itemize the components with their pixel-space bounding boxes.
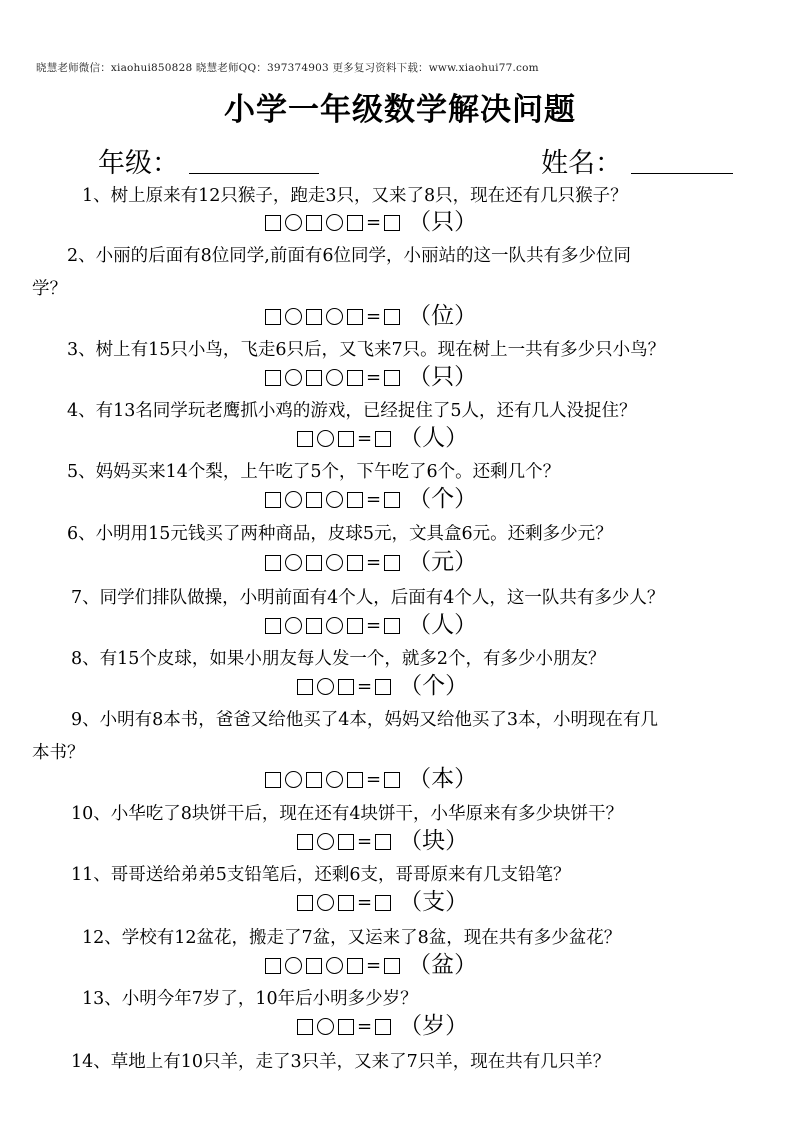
answer-unit-label: （个）: [408, 486, 478, 512]
answer-unit-label: （岁）: [399, 1013, 469, 1039]
question-1-answer: [263, 211, 477, 234]
answer-number-box-2[interactable]: [338, 679, 354, 695]
question-11-answer: [295, 891, 468, 914]
question-1-text: 1、树上原来有12只猴子，跑走3只，又来了8只，现在还有几只猴子？: [82, 186, 628, 206]
answer-operator-circle-2[interactable]: [326, 214, 343, 231]
equals-sign: =: [366, 488, 382, 510]
answer-number-box-3[interactable]: [347, 772, 363, 788]
answer-unit-label: （位）: [408, 303, 478, 329]
question-8-text: 8、有15个皮球，如果小朋友每人发一个，就多2个，有多少小朋友？: [71, 649, 606, 669]
answer-operator-circle-2[interactable]: [326, 308, 343, 325]
answer-operator-circle-1[interactable]: [317, 894, 334, 911]
answer-number-box-4[interactable]: [384, 618, 400, 634]
answer-number-box-4[interactable]: [384, 555, 400, 571]
answer-number-box-1[interactable]: [265, 618, 281, 634]
question-4-answer: [295, 427, 468, 450]
answer-number-box-1[interactable]: [297, 679, 313, 695]
equals-sign: =: [366, 768, 382, 790]
answer-number-box-4[interactable]: [384, 309, 400, 325]
answer-operator-circle-1[interactable]: [317, 833, 334, 850]
equals-sign: =: [366, 614, 382, 636]
answer-number-box-1[interactable]: [265, 309, 281, 325]
answer-number-box-3[interactable]: [347, 370, 363, 386]
grade-label: 年级：: [98, 148, 179, 179]
answer-number-box-3[interactable]: [375, 834, 391, 850]
answer-number-box-2[interactable]: [306, 215, 322, 231]
question-3-text: 3、树上有15只小鸟，飞走6只后，又飞来7只。现在树上一共有多少只小鸟？: [67, 340, 666, 360]
answer-operator-circle-1[interactable]: [317, 430, 334, 447]
question-2-text-cont: 学？: [32, 279, 67, 299]
question-4-text: 4、有13名同学玩老鹰抓小鸡的游戏，已经捉住了5人，还有几人没捉住？: [67, 401, 637, 421]
question-9-text: 9、小明有8本书，爸爸又给他买了4本，妈妈又给他买了3本，小明现在有几: [71, 710, 659, 730]
answer-number-box-3[interactable]: [347, 618, 363, 634]
answer-unit-label: （人）: [408, 612, 478, 638]
answer-unit-label: （个）: [399, 673, 469, 699]
equals-sign: =: [357, 830, 373, 852]
answer-number-box-2[interactable]: [306, 958, 322, 974]
answer-operator-circle-1[interactable]: [285, 554, 302, 571]
question-2-answer: [263, 305, 477, 328]
answer-number-box-2[interactable]: [338, 834, 354, 850]
answer-operator-circle-1[interactable]: [317, 1018, 334, 1035]
question-7-text: 7、同学们排队做操，小明前面有4个人，后面有4个人，这一队共有多少人？: [71, 588, 665, 608]
answer-number-box-1[interactable]: [265, 215, 281, 231]
equals-sign: =: [366, 211, 382, 233]
answer-number-box-1[interactable]: [297, 834, 313, 850]
question-7-answer: [263, 614, 477, 637]
grade-blank-line[interactable]: [189, 173, 319, 174]
question-14-text: 14、草地上有10只羊，走了3只羊，又来了7只羊，现在共有几只羊？: [71, 1052, 611, 1072]
answer-number-box-2[interactable]: [306, 370, 322, 386]
answer-number-box-2[interactable]: [306, 555, 322, 571]
answer-operator-circle-1[interactable]: [285, 491, 302, 508]
answer-number-box-3[interactable]: [347, 555, 363, 571]
question-12-answer: [263, 954, 477, 977]
answer-number-box-2[interactable]: [306, 492, 322, 508]
answer-number-box-2[interactable]: [306, 309, 322, 325]
answer-unit-label: （只）: [408, 209, 478, 235]
answer-unit-label: （人）: [399, 425, 469, 451]
answer-number-box-1[interactable]: [297, 431, 313, 447]
answer-operator-circle-1[interactable]: [285, 369, 302, 386]
answer-number-box-3[interactable]: [347, 958, 363, 974]
answer-number-box-4[interactable]: [384, 958, 400, 974]
answer-operator-circle-1[interactable]: [285, 308, 302, 325]
answer-unit-label: （块）: [399, 828, 469, 854]
answer-unit-label: （元）: [408, 549, 478, 575]
name-blank-line[interactable]: [631, 173, 733, 174]
equals-sign: =: [366, 954, 382, 976]
question-9-answer: [263, 768, 477, 791]
equals-sign: =: [357, 427, 373, 449]
question-12-text: 12、学校有12盆花，搬走了7盆，又运来了8盆，现在共有多少盆花？: [82, 928, 622, 948]
answer-number-box-2[interactable]: [338, 895, 354, 911]
answer-number-box-3[interactable]: [347, 492, 363, 508]
question-9-text-cont: 本书？: [32, 743, 85, 763]
answer-number-box-3[interactable]: [347, 309, 363, 325]
question-13-text: 13、小明今年7岁了，10年后小明多少岁？: [82, 989, 418, 1009]
answer-number-box-1[interactable]: [265, 370, 281, 386]
question-13-answer: [295, 1015, 468, 1038]
answer-number-box-2[interactable]: [306, 618, 322, 634]
answer-operator-circle-2[interactable]: [326, 491, 343, 508]
equals-sign: =: [366, 551, 382, 573]
question-3-answer: [263, 366, 477, 389]
answer-number-box-3[interactable]: [347, 215, 363, 231]
answer-number-box-1[interactable]: [297, 895, 313, 911]
question-6-text: 6、小明用15元钱买了两种商品，皮球5元，文具盒6元。还剩多少元？: [67, 524, 613, 544]
answer-unit-label: （盆）: [408, 952, 478, 978]
answer-number-box-3[interactable]: [375, 895, 391, 911]
answer-operator-circle-1[interactable]: [285, 214, 302, 231]
answer-number-box-2[interactable]: [338, 1019, 354, 1035]
answer-operator-circle-2[interactable]: [326, 617, 343, 634]
answer-number-box-1[interactable]: [265, 772, 281, 788]
name-label: 姓名：: [541, 148, 622, 179]
answer-unit-label: （本）: [408, 766, 478, 792]
question-8-answer: [295, 675, 468, 698]
answer-operator-circle-2[interactable]: [326, 554, 343, 571]
question-5-text: 5、妈妈买来14个梨，上午吃了5个，下午吃了6个。还剩几个？: [67, 462, 561, 482]
question-10-text: 10、小华吃了8块饼干后，现在还有4块饼干，小华原来有多少块饼干？: [71, 804, 624, 824]
question-11-text: 11、哥哥送给弟弟5支铅笔后，还剩6支，哥哥原来有几支铅笔？: [71, 865, 571, 885]
answer-operator-circle-2[interactable]: [326, 771, 343, 788]
answer-operator-circle-1[interactable]: [317, 678, 334, 695]
page-title: 小学一年级数学解决问题: [224, 92, 576, 128]
header-contact-line: 晓慧老师微信：xiaohui850828 晓慧老师QQ：397374903 更多复习资料下载：www.xiaohui77.com: [36, 62, 539, 74]
answer-number-box-3[interactable]: [375, 679, 391, 695]
answer-operator-circle-1[interactable]: [285, 957, 302, 974]
answer-number-box-4[interactable]: [384, 370, 400, 386]
answer-operator-circle-1[interactable]: [285, 771, 302, 788]
answer-number-box-4[interactable]: [384, 215, 400, 231]
answer-number-box-2[interactable]: [306, 772, 322, 788]
equals-sign: =: [366, 305, 382, 327]
answer-operator-circle-2[interactable]: [326, 957, 343, 974]
answer-number-box-1[interactable]: [265, 555, 281, 571]
answer-number-box-1[interactable]: [265, 492, 281, 508]
question-5-answer: [263, 488, 477, 511]
equals-sign: =: [357, 1015, 373, 1037]
answer-number-box-3[interactable]: [375, 1019, 391, 1035]
answer-number-box-4[interactable]: [384, 772, 400, 788]
equals-sign: =: [357, 675, 373, 697]
question-10-answer: [295, 830, 468, 853]
answer-number-box-1[interactable]: [265, 958, 281, 974]
equals-sign: =: [366, 366, 382, 388]
answer-operator-circle-2[interactable]: [326, 369, 343, 386]
answer-number-box-4[interactable]: [384, 492, 400, 508]
answer-number-box-2[interactable]: [338, 431, 354, 447]
answer-number-box-3[interactable]: [375, 431, 391, 447]
question-2-text: 2、小丽的后面有8位同学,前面有6位同学，小丽站的这一队共有多少位同: [67, 246, 631, 266]
answer-unit-label: （支）: [399, 889, 469, 915]
equals-sign: =: [357, 891, 373, 913]
answer-unit-label: （只）: [408, 364, 478, 390]
answer-number-box-1[interactable]: [297, 1019, 313, 1035]
answer-operator-circle-1[interactable]: [285, 617, 302, 634]
question-6-answer: [263, 551, 477, 574]
